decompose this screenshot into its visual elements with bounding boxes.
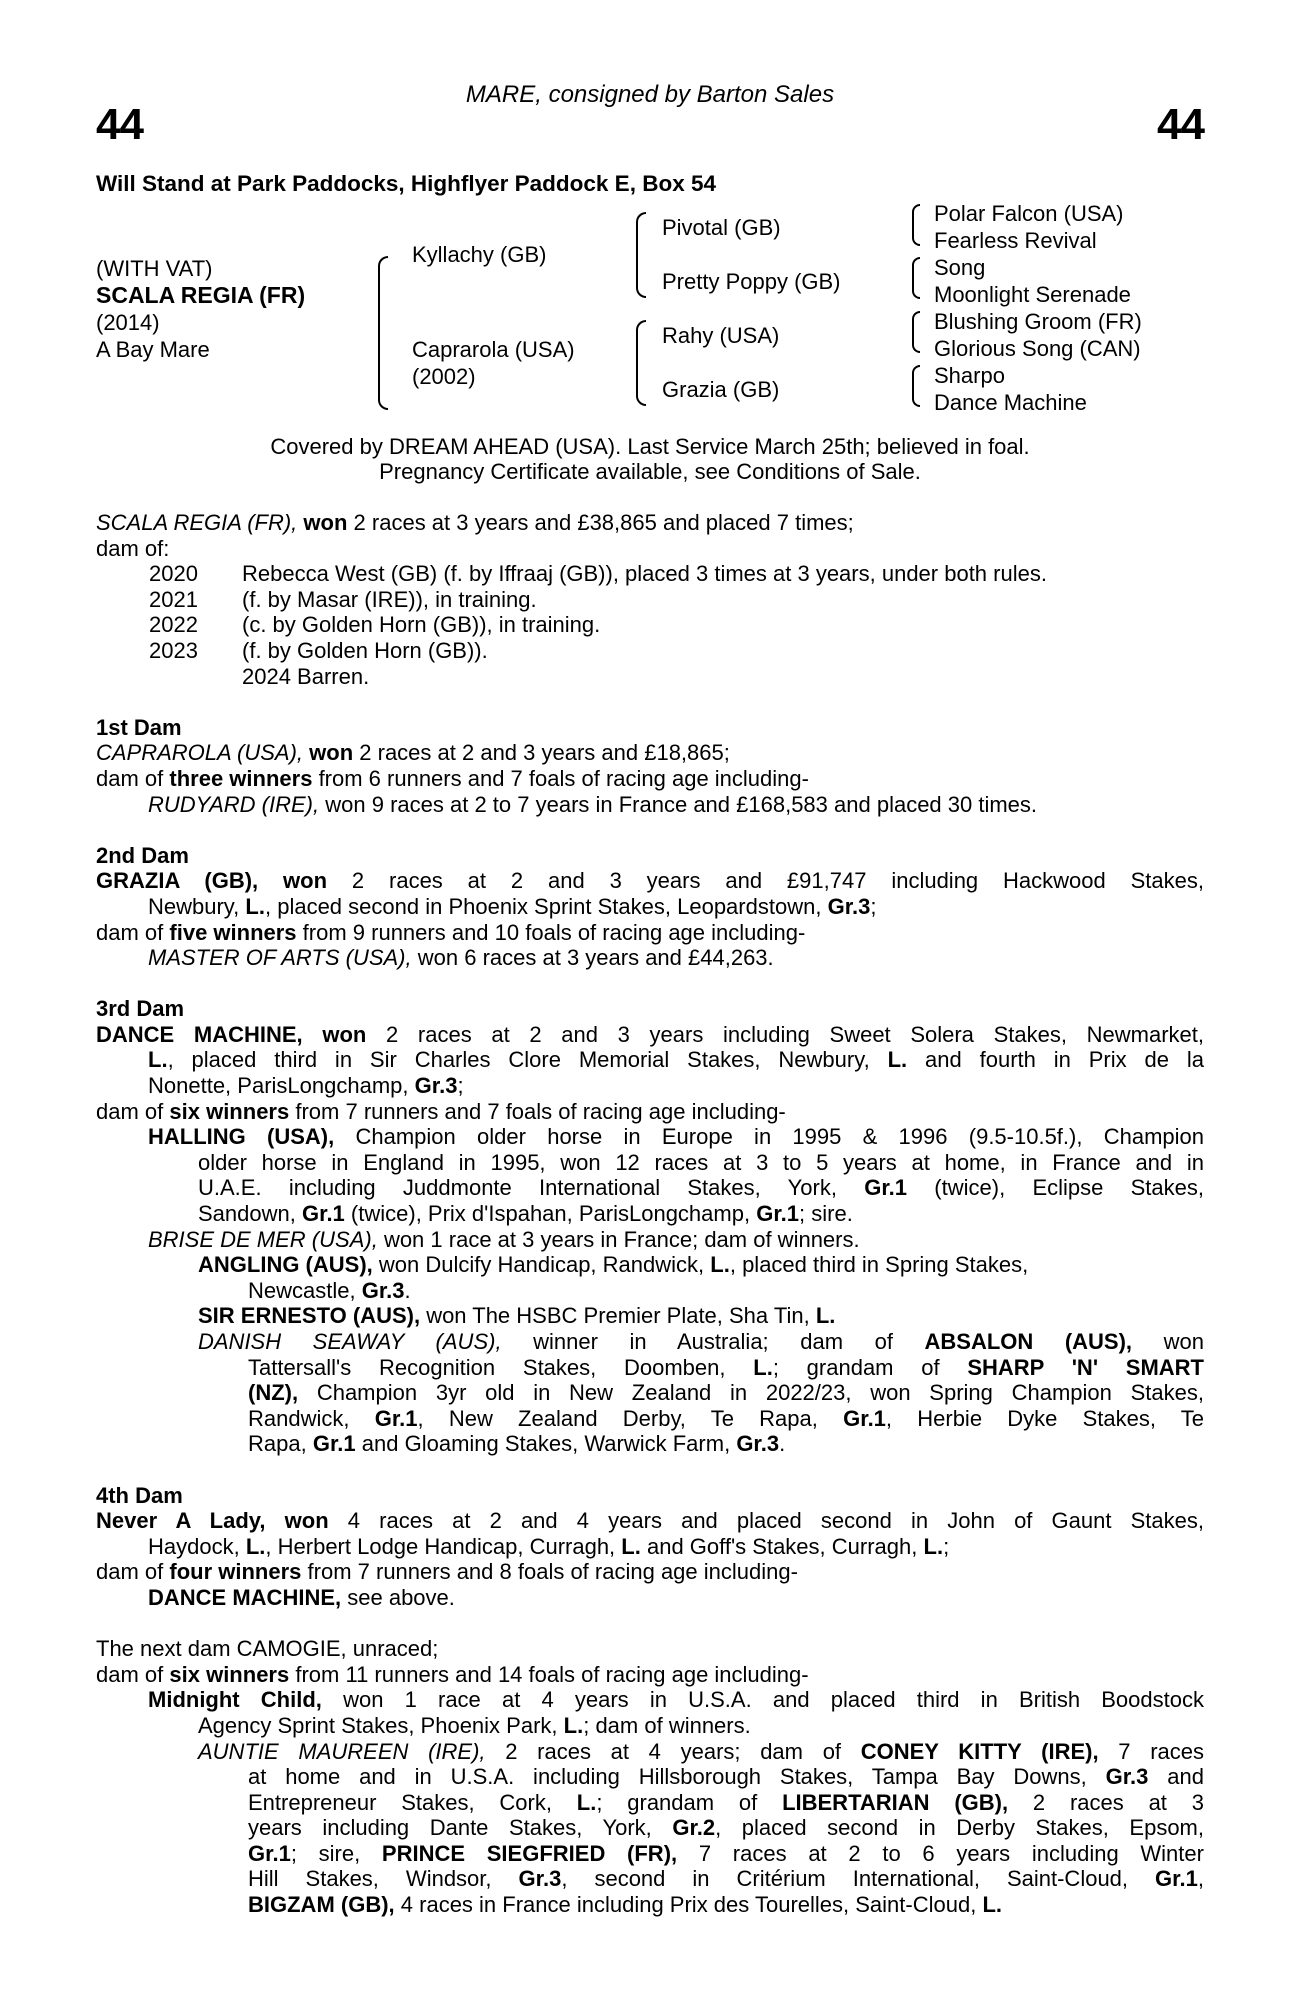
dam-sire: Rahy (USA) [662, 323, 780, 348]
angling-line-1: ANGLING (AUS), won Dulcify Handicap, Randwick, L., placed third in Spring Stakes, [198, 1252, 1029, 1278]
ped-ddd: Dance Machine [934, 390, 1087, 415]
next-dam-damof: dam of six winners from 11 runners and 14 foals of racing age including- [96, 1661, 809, 1687]
auntie-maureen-line-5: Gr.1; sire, PRINCE SIEGFRIED (FR), 7 races at 2 to 6 years including Winter [248, 1840, 1204, 1866]
ped-dds: Sharpo [934, 363, 1005, 388]
vat-note: (WITH VAT) [96, 256, 213, 281]
next-dam-line: The next dam CAMOGIE, unraced; [96, 1636, 439, 1662]
auntie-maureen-line-4: years including Dante Stakes, York, Gr.2, placed second in Derby Stakes, Epsom, [248, 1815, 1204, 1841]
produce-damof: dam of: [96, 535, 170, 561]
produce-intro: SCALA REGIA (FR), won 2 races at 3 years and £38,865 and placed 7 times; [96, 510, 854, 535]
auntie-maureen-line-2: at home and in U.S.A. including Hillsborough Stakes, Tampa Bay Downs, Gr.3 and [248, 1764, 1204, 1790]
brace-dam [636, 320, 646, 406]
dam3-damof: dam of six winners from 7 runners and 7 foals of racing age including- [96, 1098, 786, 1124]
covered-line-1: Covered by DREAM AHEAD (USA). Last Service March 25th; believed in foal. [270, 434, 1030, 459]
produce-row: 2022 (c. by Golden Horn (GB)), in training. [149, 612, 601, 638]
dam3-line-2: L., placed third in Sir Charles Clore Memorial Stakes, Newbury, L. and fourth in Prix de la [148, 1047, 1204, 1073]
auntie-maureen-line-3: Entrepreneur Stakes, Cork, L.; grandam of LIBERTARIAN (GB), 2 races at 3 [248, 1789, 1204, 1815]
dam2-heading: 2nd Dam [96, 842, 189, 868]
dam1-progeny: RUDYARD (IRE), won 9 races at 2 to 7 years in France and £168,583 and placed 30 times. [148, 791, 1038, 817]
produce-row: 2020 Rebecca West (GB) (f. by Iffraaj (GB)), placed 3 times at 3 years, under both rules. [149, 561, 1047, 587]
produce-row: 2023 (f. by Golden Horn (GB)). [149, 637, 488, 663]
dam1-damof: dam of three winners from 6 runners and 7 foals of racing age including- [96, 765, 809, 791]
dam2-progeny: MASTER OF ARTS (USA), won 6 races at 3 years and £44,263. [148, 945, 774, 971]
sir-ernesto-line: SIR ERNESTO (AUS), won The HSBC Premier Plate, Sha Tin, L. [198, 1303, 836, 1329]
dam4-progeny: DANCE MACHINE, see above. [148, 1584, 455, 1610]
danish-seaway-line-4: Randwick, Gr.1, New Zealand Derby, Te Rapa, Gr.1, Herbie Dyke Stakes, Te [248, 1405, 1204, 1431]
horse-desc: A Bay Mare [96, 337, 210, 362]
halling-line-2: older horse in England in 1995, won 12 races at 3 to 5 years at home, in France and in [198, 1149, 1204, 1175]
danish-seaway-line-5: Rapa, Gr.1 and Gloaming Stakes, Warwick Farm, Gr.3. [248, 1431, 786, 1457]
sire-name: Kyllachy (GB) [412, 242, 547, 267]
dam2-line-2: Newbury, L., placed second in Phoenix Sprint Stakes, Leopardstown, Gr.3; [148, 893, 877, 919]
danish-seaway-line-1: DANISH SEAWAY (AUS), winner in Australia; dam of ABSALON (AUS), won [198, 1329, 1204, 1354]
auntie-maureen-line-1: AUNTIE MAUREEN (IRE), 2 races at 4 years; dam of CONEY KITTY (IRE), 7 races [198, 1738, 1204, 1764]
brace-sd [912, 257, 920, 299]
sire-sire: Pivotal (GB) [662, 215, 781, 240]
halling-line-3: U.A.E. including Juddmonte International Stakes, York, Gr.1 (twice), Eclipse Stakes, [198, 1175, 1204, 1201]
dam2-damof: dam of five winners from 9 runners and 10 foals of racing age including- [96, 919, 806, 945]
angling-line-2: Newcastle, Gr.3. [248, 1277, 411, 1303]
dam3-line-3: Nonette, ParisLongchamp, Gr.3; [148, 1073, 464, 1099]
brise-de-mer-line: BRISE DE MER (USA), won 1 race at 3 years in France; dam of winners. [148, 1226, 860, 1252]
dam1-line: CAPRAROLA (USA), won 2 races at 2 and 3 years and £18,865; [96, 740, 730, 766]
dam-dam: Grazia (GB) [662, 377, 780, 402]
stand-location: Will Stand at Park Paddocks, Highflyer Paddock E, Box 54 [96, 171, 716, 196]
sire-dam: Pretty Poppy (GB) [662, 269, 841, 294]
brace-dd [912, 365, 920, 407]
halling-line-4: Sandown, Gr.1 (twice), Prix d'Ispahan, ParisLongchamp, Gr.1; sire. [198, 1201, 853, 1227]
horse-year: (2014) [96, 310, 160, 335]
horse-name: SCALA REGIA (FR) [96, 282, 306, 308]
produce-row: 2021 (f. by Masar (IRE)), in training. [149, 586, 537, 612]
ped-sdd: Moonlight Serenade [934, 282, 1131, 307]
brace-main [378, 256, 388, 410]
brace-ds [912, 311, 920, 353]
midnight-child-line-1: Midnight Child, won 1 race at 4 years in U.S.A. and placed third in British Boodstock [148, 1687, 1204, 1713]
catalogue-body [96, 510, 1204, 1918]
ped-ssd: Fearless Revival [934, 228, 1097, 253]
ped-sss: Polar Falcon (USA) [934, 201, 1124, 226]
dam4-damof: dam of four winners from 7 runners and 8 foals of racing age including- [96, 1559, 798, 1585]
dam-year: (2002) [412, 364, 476, 389]
danish-seaway-line-2: Tattersall's Recognition Stakes, Doomben, L.; grandam of SHARP 'N' SMART [248, 1354, 1204, 1380]
catalogue-page [96, 0, 1204, 2000]
consignor-line: MARE, consigned by Barton Sales [465, 81, 835, 108]
dam3-line-1: DANCE MACHINE, won 2 races at 2 and 3 years including Sweet Solera Stakes, Newmarket, [96, 1021, 1204, 1047]
auntie-maureen-line-7: BIGZAM (GB), 4 races in France including Prix des Tourelles, Saint-Cloud, L. [248, 1892, 1003, 1918]
danish-seaway-line-3: (NZ), Champion 3yr old in New Zealand in 2022/23, won Spring Champion Stakes, [248, 1380, 1204, 1406]
midnight-child-line-2: Agency Sprint Stakes, Phoenix Park, L.; dam of winners. [198, 1712, 751, 1738]
halling-line-1: HALLING (USA), Champion older horse in Europe in 1995 & 1996 (9.5-10.5f.), Champion [148, 1124, 1204, 1150]
produce-row: 2024 Barren. [242, 663, 370, 689]
covered-line-2: Pregnancy Certificate available, see Conditions of Sale. [379, 459, 921, 484]
ped-dsd: Glorious Song (CAN) [934, 336, 1141, 361]
dam1-heading: 1st Dam [96, 714, 182, 740]
dam4-heading: 4th Dam [96, 1482, 183, 1508]
auntie-maureen-line-6: Hill Stakes, Windsor, Gr.3, second in Critérium International, Saint-Cloud, Gr.1, [248, 1866, 1204, 1892]
dam-name: Caprarola (USA) [412, 337, 575, 362]
lot-number-right: 44 [1157, 100, 1204, 149]
dam3-heading: 3rd Dam [96, 996, 185, 1022]
lot-number-left: 44 [96, 100, 143, 149]
ped-dss: Blushing Groom (FR) [934, 309, 1142, 334]
dam4-line-1: Never A Lady, won 4 races at 2 and 4 years and placed second in John of Gaunt Stakes, [96, 1508, 1204, 1534]
brace-ss [912, 204, 920, 246]
brace-sire [636, 212, 646, 298]
dam2-line-1: GRAZIA (GB), won 2 races at 2 and 3 years and £91,747 including Hackwood Stakes, [96, 868, 1204, 894]
dam4-line-2: Haydock, L., Herbert Lodge Handicap, Curragh, L. and Goff's Stakes, Curragh, L.; [148, 1533, 950, 1559]
ped-sds: Song [934, 255, 986, 280]
